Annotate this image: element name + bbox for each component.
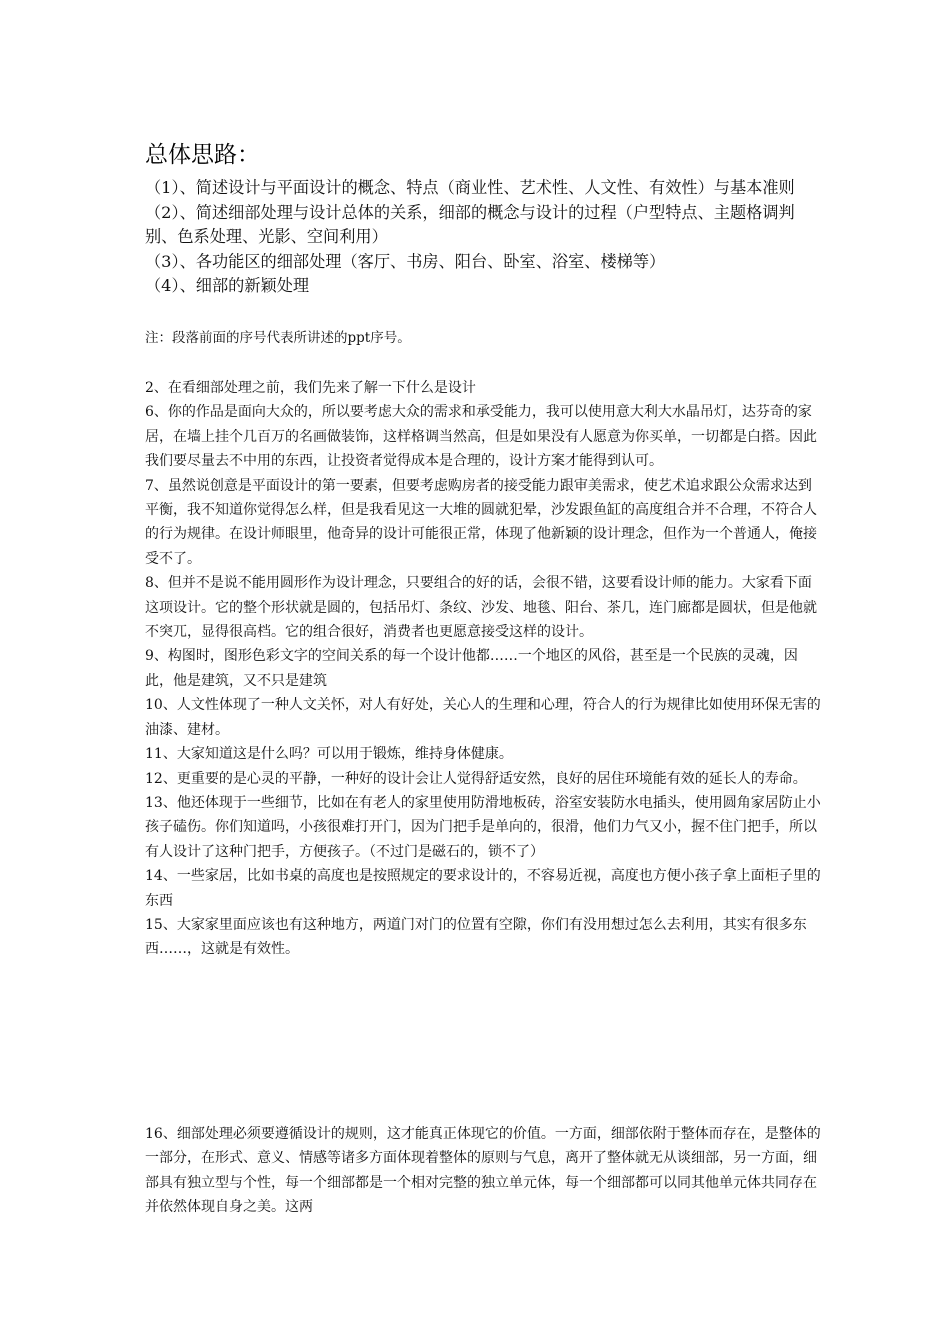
paragraph: 2、在看细部处理之前，我们先来了解一下什么是设计 [145,380,476,396]
paragraph: 13、他还体现于一些细节，比如在有老人的家里使用防滑地板砖，浴室安装防水电插头，使用圆角家居防止小孩子磕伤。你们知道吗，小孩很难打开门，因为门把手是单向的，很滑，他们力气又小，握不住门把手，所以有人设计了这种门把手，方便孩子。（不过门是磁石的，锁不了） [145,794,821,860]
body-paragraphs [145,376,825,962]
paragraph: 16、细部处理必须要遵循设计的规则，这才能真正体现它的价值。一方面，细部依附于整体而存在，是整体的一部分，在形式、意义、情感等诸多方面体现着整体的原则与气息，离开了整体就无从谈细部，另一方面，细部具有独立型与个性，每一个细部都是一个相对完整的独立单元体，每一个细部都可以同其他单元体共同存在并依然体现自身之美。这两 [145,1126,821,1216]
note-text: 注：段落前面的序号代表所讲述的ppt序号。 [145,330,411,346]
paragraph: 11、大家知道这是什么吗？可以用于锻炼，维持身体健康。 [145,746,513,763]
paragraph: 7、虽然说创意是平面设计的第一要素，但要考虑购房者的接受能力跟审美需求，使艺术追求跟公众需求达到平衡，我不知道你觉得怎么样，但是我看见这一大堆的圆就犯晕，沙发跟鱼缸的高度组合并不合理，不符合人的行为规律。在设计师眼里，他奇异的设计可能很正常，体现了他新颖的设计理念，但作为一个普通人，俺接受不了。 [145,477,817,567]
paragraph: 10、人文性体现了一种人文关怀，对人有好处，关心人的生理和心理，符合人的行为规律比如使用环保无害的油漆、建材。 [145,697,821,738]
outline-item: （2）、简述细部处理与设计总体的关系，细部的概念与设计的过程（户型特点、主题格调判别、色系处理、光影、空间利用） [145,202,795,247]
paragraph: 8、但并不是说不能用圆形作为设计理念，只要组合的好的话，会很不错，这要看设计师的能力。大家看下面这项设计。它的整个形状就是圆的，包括吊灯、条纹、沙发、地毯、阳台、茶几，连门廊都是圆状，但是他就不突兀，显得很高档。它的组合很好，消费者也更愿意接受这样的设计。 [145,575,817,641]
paragraph: 9、构图时，图形色彩文字的空间关系的每一个设计他都……一个地区的风俗，甚至是一个民族的灵魂，因此，他是建筑，又不只是建筑 [145,648,798,689]
paragraph: 12、更重要的是心灵的平静，一种好的设计会让人觉得舒适安然，良好的居住环境能有效的延长人的寿命。 [145,770,807,787]
body-paragraph-16 [145,1122,825,1220]
paragraph: 14、一些家居，比如书桌的高度也是按照规定的要求设计的，不容易近视，高度也方便小孩子拿上面柜子里的东西 [145,868,821,909]
paragraph: 15、大家家里面应该也有这种地方，两道门对门的位置有空隙，你们有没用想过怎么去利用，其实有很多东西……，这就是有效性。 [145,916,807,958]
document-title: 总体思路： [145,142,260,168]
outline-item: （3）、各功能区的细部处理（客厅、书房、阳台、卧室、浴室、楼梯等） [145,251,666,271]
outline-item: （1）、简述设计与平面设计的概念、特点（商业性、艺术性、人文性、有效性）与基本准则 [145,178,795,197]
outline-item: （4）、细部的新颖处理 [145,276,310,296]
paragraph: 6、你的作品是面向大众的，所以要考虑大众的需求和承受能力，我可以使用意大利大水晶吊灯，达芬奇的家居，在墙上挂个几百万的名画做装饰，这样格调当然高，但是如果没有人愿意为你买单，一切都是白搭。因此我们要尽量去不中用的东西，让投资者觉得成本是合理的，设计方案才能得到认可。 [145,404,817,470]
outline-list [145,176,825,299]
